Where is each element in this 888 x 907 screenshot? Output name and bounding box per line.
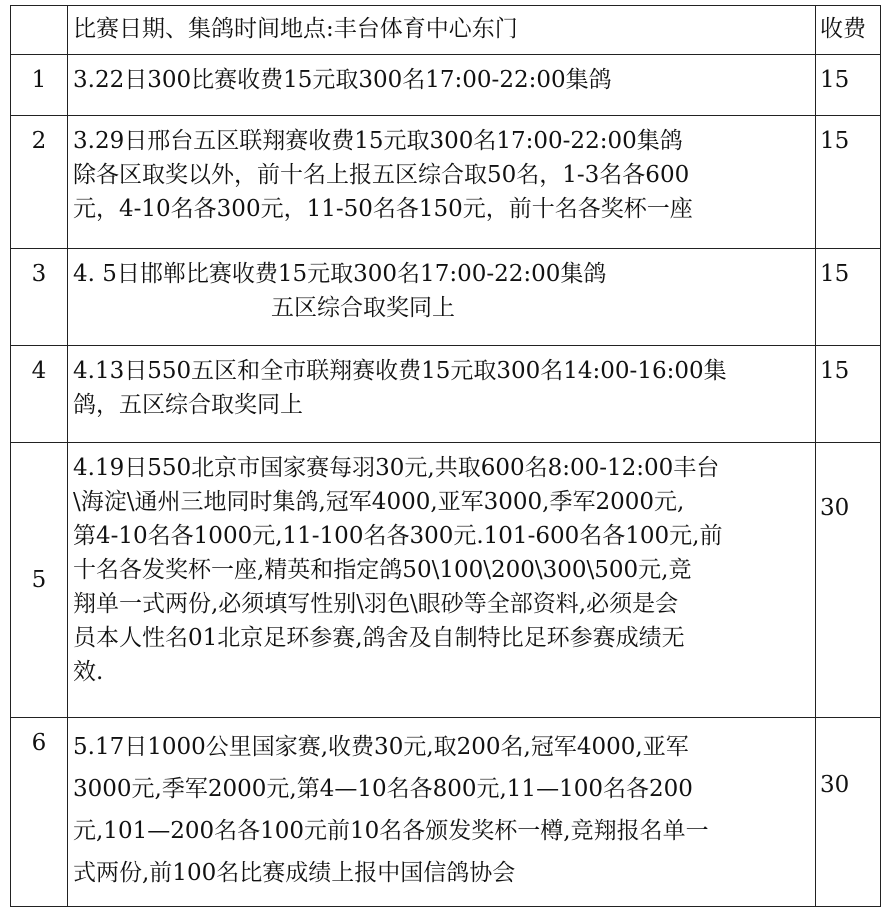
row-line: 翔单一式两份,必须填写性别\羽色\眼砂等全部资料,必须是会 — [73, 591, 679, 617]
row-line: 5.17日1000公里国家赛,收费30元,取200名,冠军4000,亚军 — [73, 734, 689, 760]
header-row — [11, 6, 881, 55]
row-content — [68, 55, 816, 116]
row-content — [68, 718, 816, 907]
table-row — [11, 55, 881, 116]
row-line: 第4-10名各1000元,11-100名各300元.101-600名各100元,前 — [73, 523, 723, 549]
row-fee: 15 — [816, 116, 881, 249]
row-fee: 15 — [816, 55, 881, 116]
row-line: 4. 5日邯郸比赛收费15元取300名17:00-22:00集鸽 — [73, 261, 607, 287]
row-number: 1 — [11, 55, 68, 116]
row-fee: 30 — [816, 718, 881, 907]
header-fee-cell — [816, 6, 881, 55]
row-line: 3.22日300比赛收费15元取300名17:00-22:00集鸽 — [73, 67, 612, 93]
row-line: 式两份,前100名比赛成绩上报中国信鸽协会 — [73, 860, 516, 886]
row-fee: 30 — [816, 443, 881, 718]
schedule-table — [10, 5, 881, 907]
row-line: 十名各发奖杯一座,精英和指定鸽50\100\200\300\500元,竞 — [73, 557, 692, 583]
row-line: 效. — [73, 659, 104, 685]
row-fee: 15 — [816, 346, 881, 443]
row-line: 4.19日550北京市国家赛每羽30元,共取600名8:00-12:00丰台 — [73, 455, 720, 481]
row-number: 5 — [11, 443, 68, 718]
row-content — [68, 116, 816, 249]
header-num-cell — [11, 6, 68, 55]
row-content — [68, 443, 816, 718]
row-line: 除各区取奖以外，前十名上报五区综合取50名，1-3名各600 — [73, 162, 690, 188]
row-line: 元，4-10名各300元，11-50名各150元，前十名各奖杯一座 — [73, 196, 693, 222]
row-line: 鸽，五区综合取奖同上 — [73, 392, 303, 418]
row-line: 员本人性名01北京足环参赛,鸽舍及自制特比足环参赛成绩无 — [73, 625, 685, 651]
row-number: 3 — [11, 249, 68, 346]
header-fee: 收费 — [820, 16, 866, 42]
table-row — [11, 718, 881, 907]
table-row — [11, 346, 881, 443]
row-number: 6 — [11, 718, 68, 907]
row-number: 2 — [11, 116, 68, 249]
header-title: 比赛日期、集鸽时间地点:丰台体育中心东门 — [73, 16, 518, 42]
row-content — [68, 249, 816, 346]
table-row — [11, 443, 881, 718]
row-line: \海淀\通州三地同时集鸽,冠军4000,亚军3000,季军2000元, — [73, 489, 685, 515]
row-line: 3000元,季军2000元,第4—10名各800元,11—100名各200 — [73, 776, 693, 802]
row-line: 元,101—200名各100元前10名各颁发奖杯一樽,竞翔报名单一 — [73, 818, 709, 844]
table-row — [11, 249, 881, 346]
row-line: 五区综合取奖同上 — [271, 295, 455, 321]
header-title-cell — [68, 6, 816, 55]
row-fee: 15 — [816, 249, 881, 346]
row-line: 3.29日邢台五区联翔赛收费15元取300名17:00-22:00集鸽 — [73, 128, 683, 154]
table-row — [11, 116, 881, 249]
row-number: 4 — [11, 346, 68, 443]
row-content — [68, 346, 816, 443]
row-line: 4.13日550五区和全市联翔赛收费15元取300名14:00-16:00集 — [73, 358, 727, 384]
